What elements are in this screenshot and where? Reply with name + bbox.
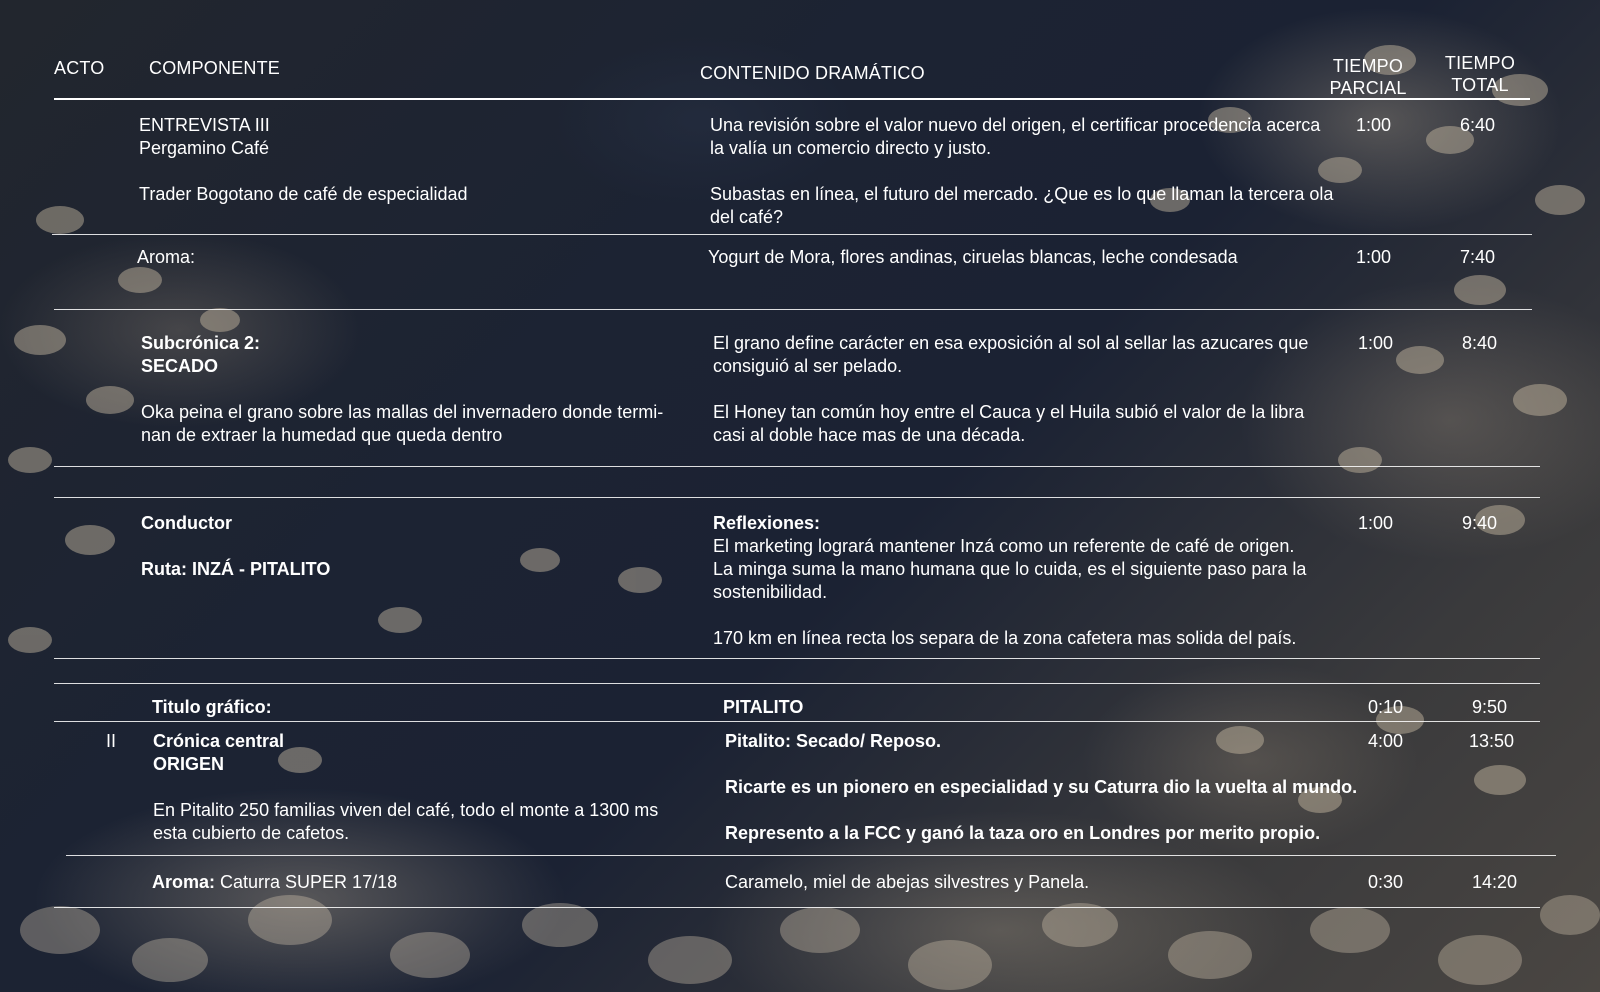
aroma2-contenido: Caramelo, miel de abejas silvestres y Panela. <box>725 872 1090 892</box>
row-divider <box>54 721 1540 722</box>
row-divider <box>66 855 1556 856</box>
subcronica-tiempo-total: 8:40 <box>1462 333 1498 353</box>
row-divider <box>54 466 1540 467</box>
header-contenido: CONTENIDO DRAMÁTICO <box>700 63 925 83</box>
row-divider <box>54 497 1540 498</box>
conductor-contenido: Reflexiones: El marketing logrará mantener Inzá como un referente de café de origen. La minga suma la mano humana que lo cuida, es el siguiente paso para la sostenibilidad. 170 km en línea recta los separa de la zona cafetera mas solida del país. <box>713 513 1307 648</box>
aroma2-tiempo-total: 14:20 <box>1472 872 1518 892</box>
subcronica-tiempo-parcial: 1:00 <box>1358 333 1394 353</box>
aroma1-tiempo-parcial: 1:00 <box>1356 247 1392 267</box>
subcronica-contenido: El grano define carácter en esa exposición al sol al sellar las azucares que consiguió al ser pelado. El Honey tan común hoy entre el Cauca y el Huila subió el valor de la libra casi al doble hace mas de una década. <box>713 333 1309 445</box>
aroma2-componente: Aroma: Caturra SUPER 17/18 <box>152 872 398 892</box>
aroma1-tiempo-total: 7:40 <box>1460 247 1496 267</box>
conductor-tiempo-parcial: 1:00 <box>1358 513 1394 533</box>
entrevista-contenido: Una revisión sobre el valor nuevo del origen, el certificar procedencia acerca la valía un comercio directo y justo. Subastas en línea, el futuro del mercado. ¿Que es lo que llaman la tercera ola del café? <box>710 115 1334 227</box>
conductor-componente: Conductor Ruta: INZÁ - PITALITO <box>141 513 331 579</box>
entrevista-tiempo-parcial: 1:00 <box>1356 115 1392 135</box>
header-tiempo-parcial: TIEMPO PARCIAL <box>1329 56 1407 98</box>
row-divider <box>54 658 1540 659</box>
titulo-contenido: PITALITO <box>723 697 804 717</box>
conductor-tiempo-total: 9:40 <box>1462 513 1498 533</box>
header-tiempo-total: TIEMPO TOTAL <box>1444 53 1516 95</box>
cronica-componente: Crónica central ORIGEN En Pitalito 250 familias viven del café, todo el monte a 1300 ms esta cubierto de cafetos. <box>153 731 659 843</box>
cronica-tiempo-parcial: 4:00 <box>1368 731 1404 751</box>
header-acto: ACTO <box>54 58 105 78</box>
entrevista-componente: ENTREVISTA III Pergamino Café Trader Bogotano de café de especialidad <box>139 115 468 204</box>
aroma2-tiempo-parcial: 0:30 <box>1368 872 1404 892</box>
row-divider <box>54 309 1532 310</box>
aroma1-componente: Aroma: <box>137 247 196 267</box>
titulo-tiempo-total: 9:50 <box>1472 697 1508 717</box>
entrevista-tiempo-total: 6:40 <box>1460 115 1496 135</box>
subcronica-componente: Subcrónica 2: SECADO Oka peina el grano sobre las mallas del invernadero donde termi- nan de extraer la humedad que queda dentro <box>141 333 664 445</box>
cronica-tiempo-total: 13:50 <box>1469 731 1515 751</box>
row-divider <box>52 234 1532 235</box>
row-divider <box>54 907 1540 908</box>
cronica-acto: II <box>106 731 117 751</box>
titulo-tiempo-parcial: 0:10 <box>1368 697 1404 717</box>
row-divider <box>54 683 1540 684</box>
cronica-contenido: Pitalito: Secado/ Reposo. Ricarte es un pionero en especialidad y su Caturra dio la vuelta al mundo. Represento a la FCC y ganó la taza oro en Londres por merito propio. <box>725 731 1358 843</box>
aroma1-contenido: Yogurt de Mora, flores andinas, ciruelas blancas, leche condesada <box>708 247 1238 267</box>
header-componente: COMPONENTE <box>149 58 281 78</box>
header-divider <box>54 98 1530 100</box>
titulo-componente: Titulo gráfico: <box>152 697 272 717</box>
